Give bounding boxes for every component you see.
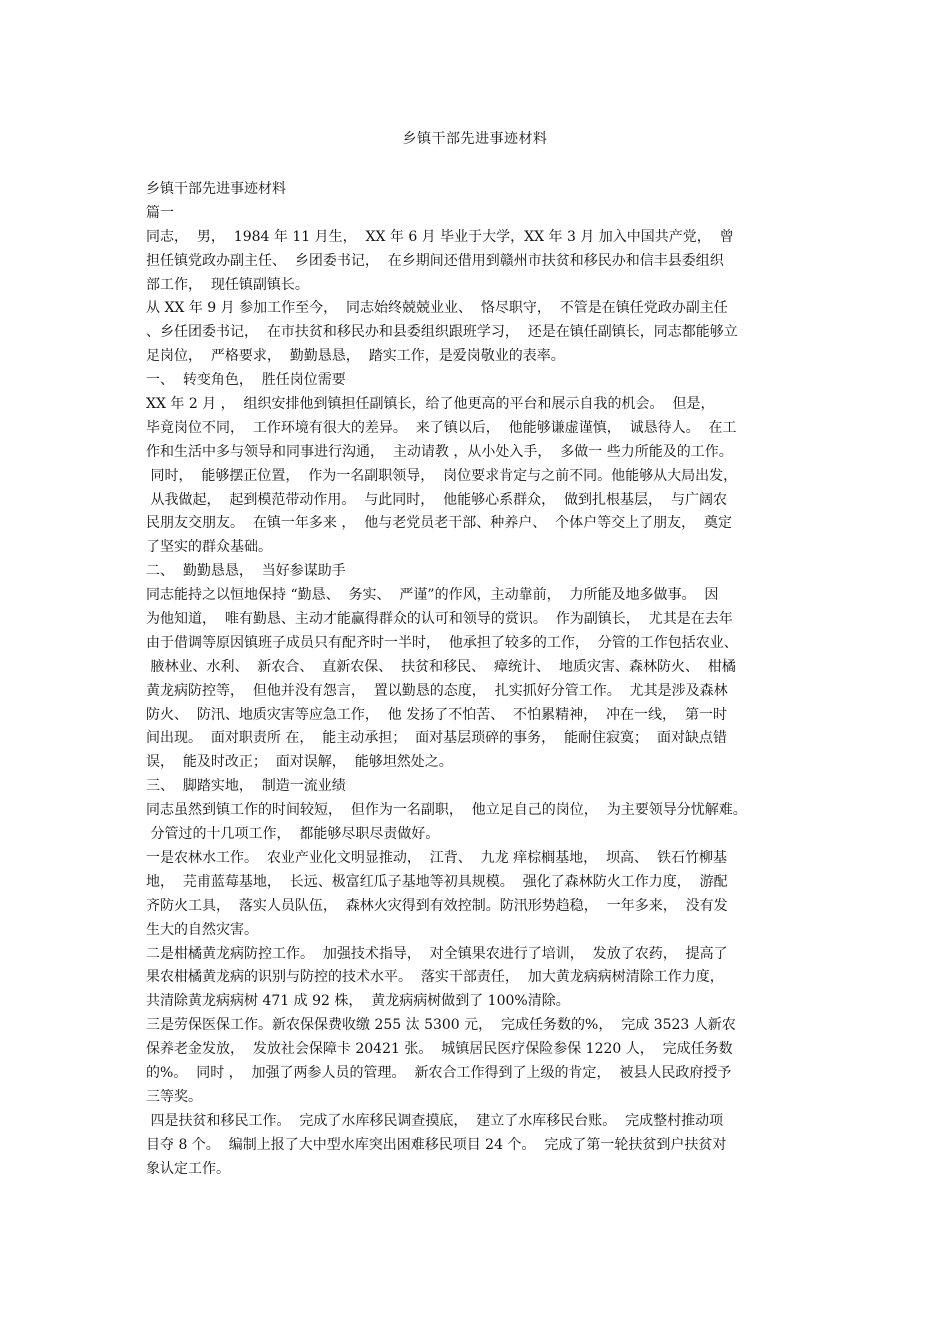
body-line: 由于借调等原因镇班子成员只有配齐时一半时， 他承担了较多的工作， 分管的工作包括农业、 (146, 634, 738, 651)
body-line: 保养老金发放， 发放社会保障卡 20421 张。 城镇居民医疗保险参保 1220 人， 完成任务数 (146, 1041, 733, 1058)
body-line: 腋林业、水利、 新农合、 直新农保、 扶贫和移民、 瘴统计、 地质灾害、森林防火、 柑橘 (146, 658, 736, 675)
body-line: 部工作， 现任镇副镇长。 (146, 276, 309, 293)
body-line: 二是柑橘黄龙病防控工作。 加强技术指导， 对全镇果农进行了培训， 发放了农药， 提高了 (146, 945, 728, 962)
body-line: 从 XX 年 9 月 参加工作至今， 同志始终兢兢业业、 恪尽职守， 不管是在镇任党政办副主任 (146, 300, 728, 317)
body-line: 一是农林水工作。 农业产业化文明显推动， 江背、 九龙 痒棕榈基地， 坝高、 铁石竹柳基 (146, 849, 727, 866)
body-line: 黄龙病防控等， 但他并没有怨言， 置以勤恳的态度， 扎实抓好分管工作。 尤其是涉及森林 (146, 682, 728, 699)
body-line: 一、 转变角色， 胜任岗位需要 (146, 372, 346, 389)
document-title: 乡镇干部先进事迹材料 (402, 131, 548, 147)
body-line: 分管过的十几项工作， 都能够尽职尽责做好。 (146, 826, 440, 843)
body-line: 地， 芫甫蓝莓基地， 长远、极富红瓜子基地等初具规模。 强化了森林防火工作力度， 游配 (146, 873, 728, 890)
body-line: 防火、 防汛、地质灾害等应急工作， 他 发扬了不怕苦、 不怕累精神， 冲在一线， 第一时 (146, 706, 727, 723)
body-line: 足岗位， 严格要求， 勤勤恳恳， 踏实工作，是爱岗敬业的表率。 (146, 348, 565, 365)
body-line: 民朋友交朋友。 在镇一年多来 ， 他与老党员老干部、种养户、 个体户等交上了朋友， 奠定 (146, 515, 733, 532)
body-line: 间出现。 面对职责所 在， 能主动承担； 面对基层琐碎的事务， 能耐住寂寞； 面对缺点错 (146, 730, 727, 747)
body-line: 三、 脚踏实地， 制造一流业绩 (146, 778, 346, 795)
body-line: 的%。 同时 ， 加强了两参人员的管理。 新农合工作得到了上级的肯定， 被县人民政府授予 (146, 1064, 732, 1081)
body-line: 从我做起， 起到模范带动作用。 与此同时， 他能够心系群众， 做到扎根基层， 与广阔农 (146, 491, 727, 508)
body-line: 担任镇党政办副主任、 乡团委书记， 在乡期间还借用到赣州市扶贫和移民办和信丰县委组织 (146, 252, 724, 269)
body-line: 三等奖。 (146, 1088, 202, 1105)
body-line: 同志， 男， 1984 年 11 月生， XX 年 6 月 毕业于大学，XX 年 3 月 加入中国共产党， 曾 (146, 228, 734, 245)
body-line: 误， 能及时改正； 面对误解， 能够坦然处之。 (146, 754, 453, 771)
body-line: 目夺 8 个。 编制上报了大中型水库突出困难移民项目 24 个。 完成了第一轮扶贫到户扶贫对 (146, 1136, 727, 1153)
body-line: 同时， 能够摆正位置， 作为一名副职领导， 岗位要求肯定与之前不同。他能够从大局出发， (146, 467, 738, 484)
body-line: XX 年 2 月 ， 组织安排他到镇担任副镇长，给了他更高的平台和展示自我的机会。 但是， (146, 396, 715, 413)
body-line: 为他知道， 唯有勤恳、主动才能赢得群众的认可和领导的赏识。 作为副镇长， 尤其是在去年 (146, 611, 733, 628)
body-line: 齐防火工具， 落实人员队伍， 森林火灾得到有效控制。防汛形势趋稳， 一年多来， 没有发 (146, 897, 728, 914)
body-line: 同志能持之以恒地保持 “勤恳、 务实、 严谨”的作风，主动靠前， 力所能及地多做事。 因 (146, 587, 719, 604)
body-line: 果农柑橘黄龙病的识别与防控的技术水平。 落实干部责任， 加大黄龙病病树清除工作力度， (146, 969, 724, 986)
body-line: 乡镇干部先进事迹材料 (146, 181, 286, 197)
body-line: 四是扶贫和移民工作。 完成了水库移民调查摸底， 建立了水库移民台账。 完成整村推动项 (146, 1112, 724, 1129)
body-line: 篇一 (146, 204, 174, 221)
body-line: 共清除黄龙病病树 471 成 92 株， 黄龙病病树做到了 100%清除。 (146, 993, 570, 1010)
document-body (146, 178, 818, 1181)
body-line: 二、 勤勤恳恳， 当好参谋助手 (146, 563, 346, 580)
body-line: 、乡任团委书记， 在市扶贫和移民办和县委组织跟班学习， 还是在镇任副镇长，同志都能够立 (146, 324, 738, 341)
body-line: 象认定工作。 (146, 1160, 230, 1177)
body-line: 三是劳保医保工作。新农保保费收缴 255 汰 5300 元， 完成任务数的%， 完成 3523 人新农 (146, 1017, 736, 1034)
body-line: 作和生活中多与领导和同事进行沟通， 主动请教 ，从小处入手， 多做一 些力所能及的工作。 (146, 443, 733, 460)
body-line: 了坚实的群众基础。 (146, 539, 272, 556)
body-line: 毕竟岗位不同， 工作环境有很大的差异。 来了镇以后， 他能够谦虚谨慎， 诚恳待人。 在工 (146, 419, 737, 436)
body-line: 生大的自然灾害。 (146, 921, 258, 938)
body-line: 同志虽然到镇工作的时间较短， 但作为一名副职， 他立足自己的岗位， 为主要领导分忧解难。 (146, 802, 747, 819)
